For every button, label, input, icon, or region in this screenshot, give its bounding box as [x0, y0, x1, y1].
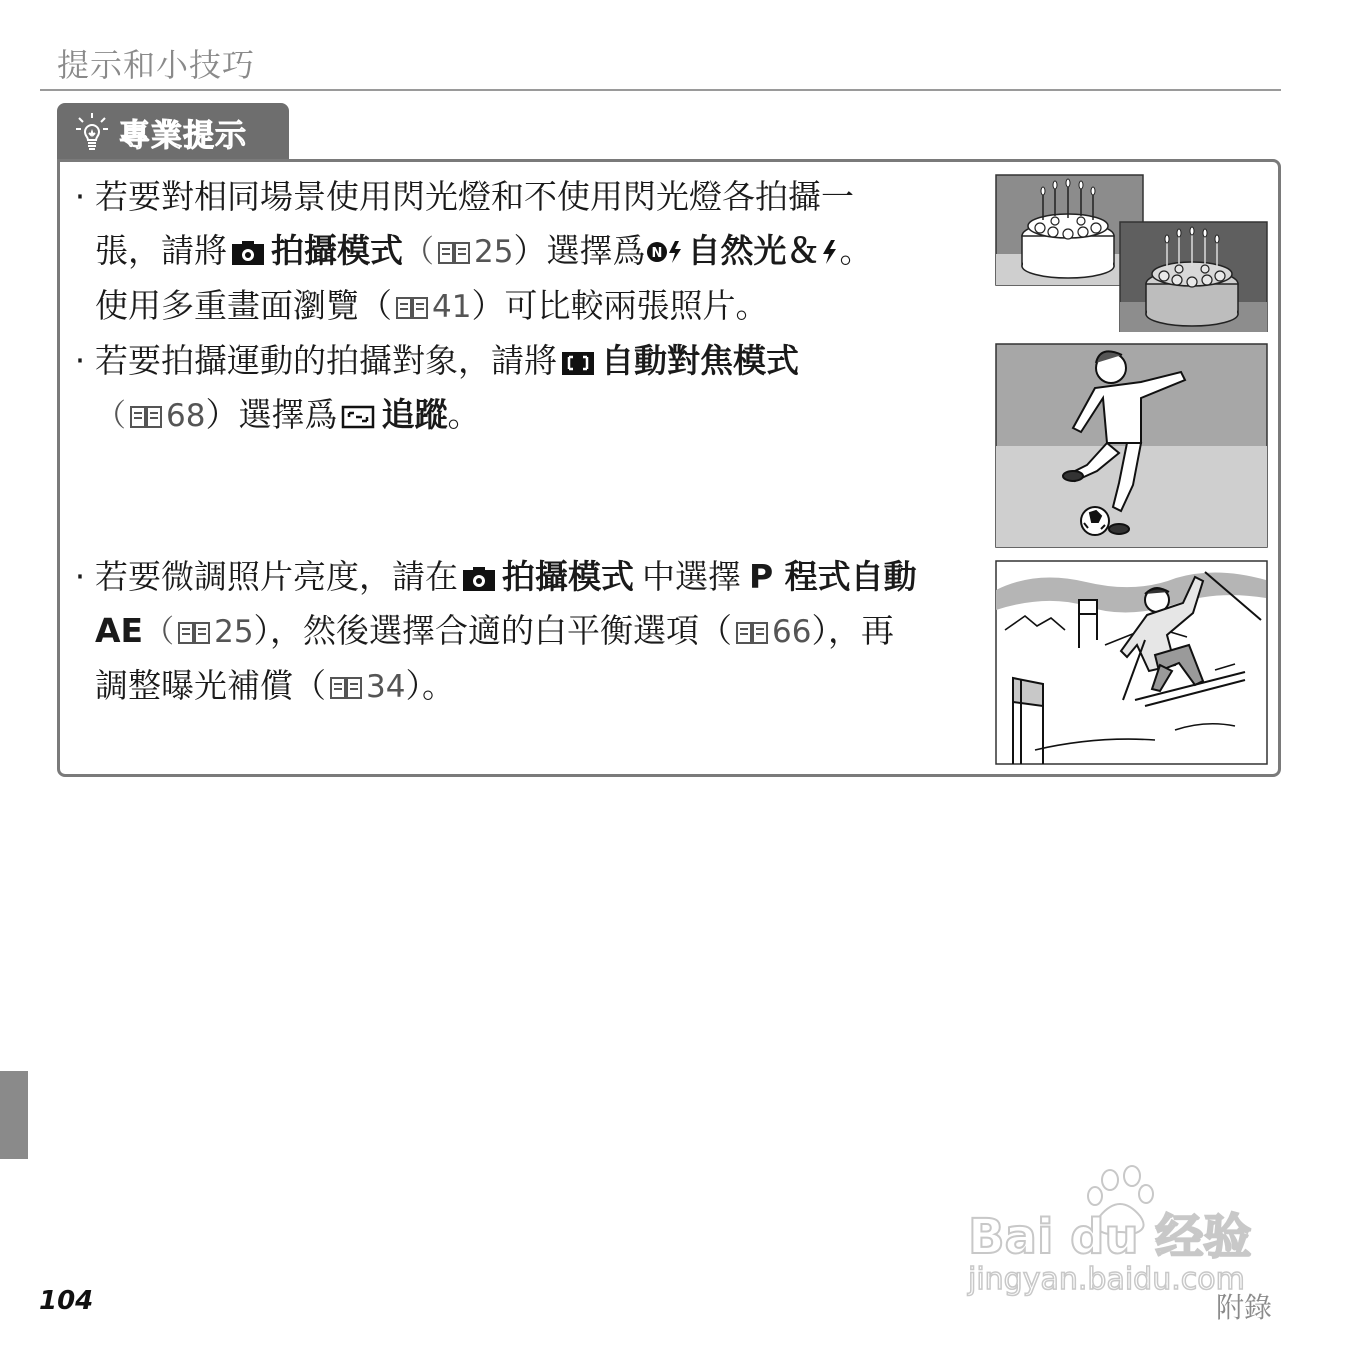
tip-line: 若要拍攝運動的拍攝對象，請將 自動對焦模式 — [95, 341, 799, 380]
option-tracking: 追蹤 — [381, 395, 448, 434]
tip-sports-tracking — [70, 334, 970, 443]
option-program-ae: P 程式自動 — [749, 557, 917, 596]
af-mode-icon — [561, 350, 595, 376]
tip-line: AE（ 25），然後選擇合適的白平衡選項（ 66），再 — [95, 611, 894, 650]
tip-line: 張，請將 拍攝模式（ 25）選擇爲 N 自然光＆ 。 — [95, 231, 873, 270]
section-side-tab — [0, 1071, 28, 1159]
option-natural-light-flash: 自然光＆ — [687, 231, 820, 270]
bullet: · — [74, 557, 86, 596]
running-head: 提示和小技巧 — [57, 46, 256, 84]
tip-line: 調整曝光補償（ 34）。 — [95, 666, 455, 705]
watermark-url: jingyan.baidu.com — [968, 1262, 1245, 1297]
menu-shooting-mode: 拍攝模式 — [502, 557, 634, 596]
no-flash-icon — [645, 238, 687, 266]
tip-line: 使用多重畫面瀏覽（ 41）可比較兩張照片。 — [95, 286, 769, 325]
book-icon — [736, 621, 768, 645]
book-icon — [130, 405, 162, 429]
camera-icon — [231, 240, 265, 266]
soccer-player-illustration — [995, 343, 1268, 548]
bullet: · — [74, 341, 86, 380]
bullet: · — [74, 177, 86, 216]
tip-line: （ 68）選擇爲 追蹤。 — [95, 395, 481, 434]
page-number: 104 — [39, 1286, 94, 1316]
lightbulb-icon — [75, 112, 109, 152]
birthday-cake-illustration — [995, 174, 1269, 332]
menu-af-mode: 自動對焦模式 — [601, 341, 799, 380]
flash-icon — [819, 238, 839, 266]
watermark-brand: Bai du 经验 — [968, 1209, 1252, 1265]
pro-tip-title: 專業提示 — [119, 117, 247, 154]
book-icon — [396, 296, 428, 320]
svg-text:N: N — [652, 246, 663, 261]
pro-tip-tab — [57, 103, 289, 161]
tip-line: 若要微調照片亮度，請在 拍攝模式 中選擇 P 程式自動 — [95, 557, 917, 596]
book-icon — [178, 621, 210, 645]
menu-shooting-mode: 拍攝模式 — [271, 231, 403, 270]
camera-icon — [462, 566, 496, 592]
header-rule — [40, 89, 1281, 91]
tip-flash-comparison — [70, 170, 970, 334]
section-label: 附錄 — [1216, 1291, 1273, 1324]
book-icon — [330, 676, 362, 700]
tip-brightness — [70, 550, 970, 714]
skier-illustration — [995, 560, 1268, 765]
tracking-icon — [341, 404, 375, 430]
book-icon — [438, 241, 470, 265]
pro-tip-box — [57, 159, 1281, 777]
tip-line: 若要對相同場景使用閃光燈和不使用閃光燈各拍攝一 — [95, 177, 854, 216]
